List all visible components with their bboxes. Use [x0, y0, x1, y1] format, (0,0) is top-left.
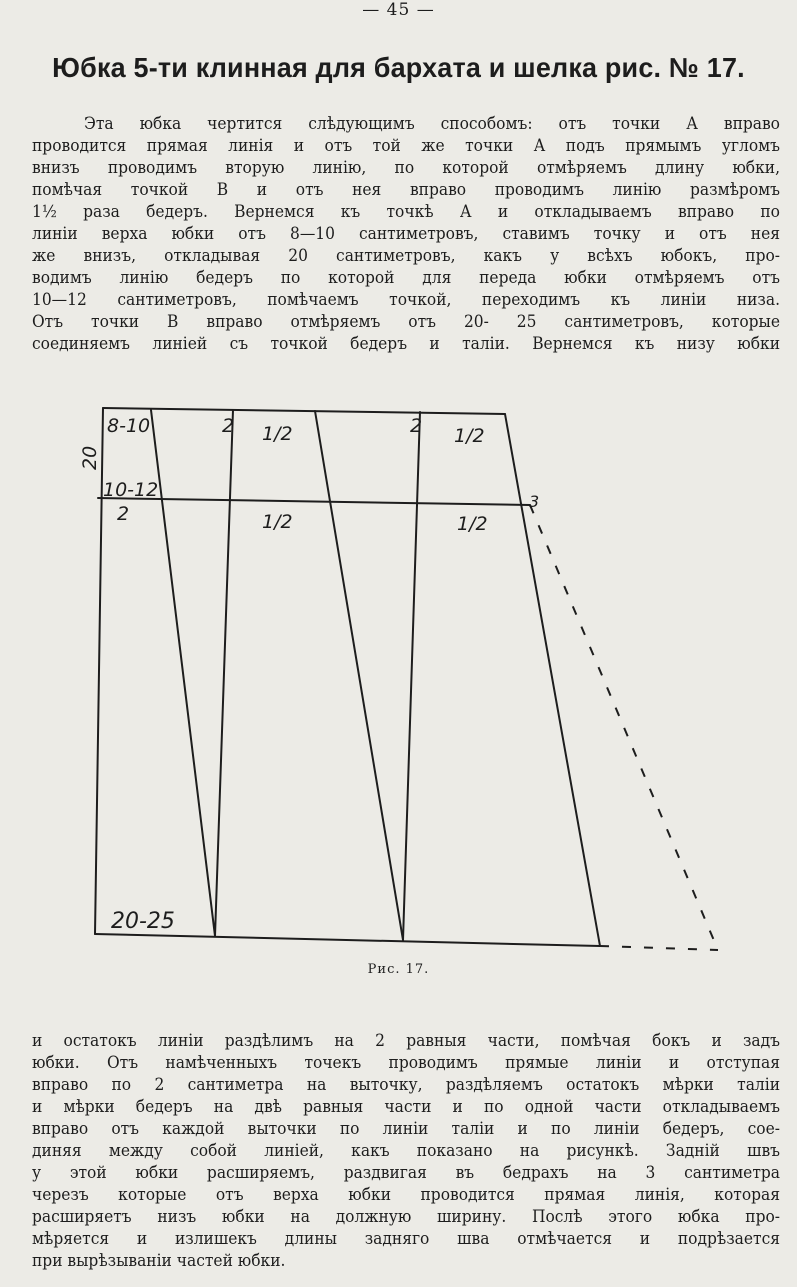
text-line: при вырѣзываніи частей юбки.: [32, 1251, 286, 1271]
gore-line: [215, 410, 233, 936]
label-right-3: 3: [529, 492, 540, 511]
left-edge-line: [95, 408, 103, 934]
paragraph-continuation: [32, 1030, 780, 1272]
label-half-top-2: 1/2: [454, 425, 485, 447]
right-seam-line: [505, 414, 600, 946]
text-line: юбки. Отъ намѣченныхъ точекъ проводимъ прямые линіи и отступая: [32, 1053, 780, 1073]
label-half-top-1: 1/2: [262, 423, 293, 445]
text-line: 10—12 сантиметровъ, помѣчаемъ точкой, переходимъ къ линіи низа.: [32, 290, 780, 310]
text-line: проводится прямая линія и отъ той же точки А подъ прямымъ угломъ: [32, 136, 780, 156]
hem-line: [95, 934, 600, 946]
text-line: линіи верха юбки отъ 8—10 сантиметровъ, ставимъ точку и отъ нея: [32, 224, 780, 244]
text-line: и мѣрки бедеръ на двѣ равныя части и по одной части откладываемъ: [32, 1097, 780, 1117]
text-line: расширяетъ низъ юбки на должную ширину. Послѣ этого юбка про-: [32, 1207, 780, 1227]
text-line: же внизъ, откладывая 20 сантиметровъ, какъ у всѣхъ юбокъ, про-: [32, 246, 780, 266]
gore-line: [151, 410, 215, 936]
text-line: водимъ линію бедеръ по которой для переда юбки отмѣряемъ отъ: [32, 268, 780, 288]
label-half-hip-2: 1/2: [457, 513, 488, 535]
gore-line: [403, 412, 423, 940]
text-line: вправо по 2 сантиметра на выточку, раздѣляемъ остатокъ мѣрки таліи: [32, 1075, 780, 1095]
text-line: и остатокъ линіи раздѣлимъ на 2 равныя части, помѣчая бокъ и задъ: [32, 1031, 780, 1051]
text-line: внизъ проводимъ вторую линію, по которой отмѣряемъ длину юбки,: [32, 158, 780, 178]
text-line: 1½ раза бедеръ. Вернемся къ точкѣ А и откладываемъ вправо по: [32, 202, 780, 222]
text-line: Отъ точки В вправо отмѣряемъ отъ 20- 25 сантиметровъ, которые: [32, 312, 780, 332]
label-top-left: 8-10: [107, 415, 151, 437]
text-line: мѣряется и излишекъ длины задняго шва отмѣчается и подрѣзается: [32, 1229, 780, 1249]
label-bottom-left: 20-25: [111, 909, 175, 934]
text-line: Эта юбка чертится слѣдующимъ способомъ: отъ точки А вправо: [84, 114, 780, 134]
text-line: у этой юбки расширяемъ, раздвигая въ бедрахъ на 3 сантиметра: [32, 1163, 780, 1183]
page-title: Юбка 5-ти клинная для бархата и шелка рис. № 17.: [52, 52, 745, 83]
text-line: соединяемъ линіей съ точкой бедеръ и таліи. Вернемся къ низу юбки: [32, 334, 780, 354]
page-number: — 45 —: [362, 0, 435, 20]
text-line: черезъ которые отъ верха юбки проводится прямая линія, которая: [32, 1185, 780, 1205]
gore-line: [315, 411, 403, 940]
label-hip-left: 10-12: [103, 479, 159, 501]
text-line: помѣчая точкой В и отъ нея вправо проводимъ линію размѣромъ: [32, 180, 780, 200]
back-seam-dashed-line: [530, 505, 718, 950]
skirt-pattern-diagram: [0, 380, 797, 960]
text-line: вправо отъ каждой выточки по линіи таліи и по линіи бедеръ, сое-: [32, 1119, 780, 1139]
text-line: диняя между собой линіей, какъ показано на рисункѣ. Задній швъ: [32, 1141, 780, 1161]
label-dart-top-1: 2: [222, 415, 235, 437]
label-dart-top-2: 2: [410, 415, 423, 437]
paragraph-intro: [32, 113, 780, 355]
waist-line: [103, 408, 505, 414]
label-hip-2: 2: [117, 503, 130, 525]
label-half-hip-1: 1/2: [262, 511, 293, 533]
hem-extension-dashed-line: [600, 946, 718, 950]
figure-caption: Рис. 17.: [367, 962, 430, 977]
label-side-height: 20: [79, 445, 101, 470]
